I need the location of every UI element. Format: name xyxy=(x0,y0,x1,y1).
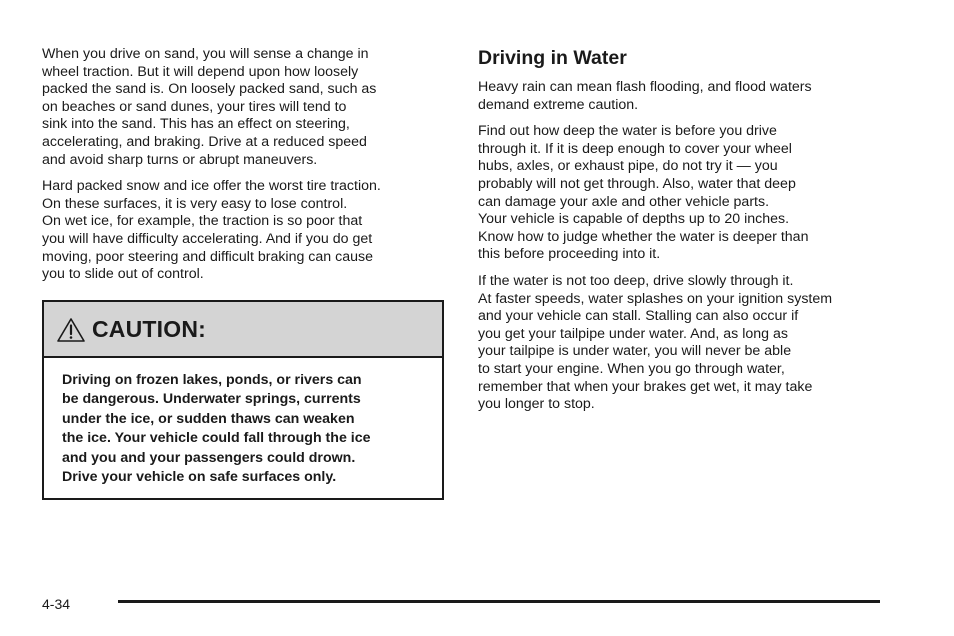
paragraph-line: Know how to judge whether the water is deeper than xyxy=(478,228,809,245)
flooding-paragraph xyxy=(478,79,898,114)
page-number: 4-34 xyxy=(42,596,71,612)
paragraph-line: can damage your axle and other vehicle parts. xyxy=(478,193,770,210)
paragraph-line: this before proceeding into it. xyxy=(478,246,661,263)
caution-title: CAUTION: xyxy=(92,315,207,342)
paragraph-line: When you drive on sand, you will sense a change in xyxy=(42,46,369,62)
warning-triangle-icon xyxy=(56,317,86,343)
sand-driving-paragraph xyxy=(42,46,442,169)
paragraph-line: moving, poor steering and difficult braking can cause xyxy=(42,248,373,265)
paragraph-line: on beaches or sand dunes, your tires will tend to xyxy=(42,98,347,115)
paragraph-line: Hard packed snow and ice offer the worst tire traction. xyxy=(42,178,381,195)
paragraph-line: On these surfaces, it is very easy to lose control. xyxy=(42,195,348,212)
paragraph-line: Heavy rain can mean flash flooding, and flood waters xyxy=(478,79,812,95)
paragraph-line: At faster speeds, water splashes on your ignition system xyxy=(478,290,833,307)
caution-box xyxy=(42,300,444,500)
section-heading: Driving in Water xyxy=(478,47,627,69)
caution-line: Drive your vehicle on safe surfaces only. xyxy=(62,469,337,486)
caution-text xyxy=(44,358,442,487)
paragraph-line: accelerating, and braking. Drive at a reduced speed xyxy=(42,133,367,150)
paragraph-line: remember that when your brakes get wet, it may take xyxy=(478,378,813,395)
paragraph-line: demand extreme caution. xyxy=(478,96,639,113)
caution-line: and you and your passengers could drown. xyxy=(62,449,356,466)
paragraph-line: wheel traction. But it will depend upon how loosely xyxy=(42,63,359,80)
paragraph-line: to start your engine. When you go through water, xyxy=(478,360,785,377)
water-depth-paragraph xyxy=(478,123,898,264)
snow-ice-paragraph xyxy=(42,178,442,284)
right-column xyxy=(478,46,898,423)
caution-line: be dangerous. Underwater springs, currents xyxy=(62,391,361,408)
paragraph-line: you longer to stop. xyxy=(478,396,595,413)
caution-line: under the ice, or sudden thaws can weaken xyxy=(62,410,355,427)
paragraph-line: your tailpipe is under water, you will never be able xyxy=(478,343,792,360)
paragraph-line: you to slide out of control. xyxy=(42,266,204,283)
caution-header xyxy=(44,302,442,358)
left-column xyxy=(42,46,442,293)
caution-line: the ice. Your vehicle could fall through the ice xyxy=(62,430,371,447)
paragraph-line: Your vehicle is capable of depths up to 20 inches. xyxy=(478,211,790,228)
drive-slowly-paragraph xyxy=(478,273,898,414)
footer-rule xyxy=(118,600,880,603)
paragraph-line: you will have difficulty accelerating. And if you do get xyxy=(42,230,373,247)
paragraph-line: On wet ice, for example, the traction is so poor that xyxy=(42,213,363,230)
caution-line: Driving on frozen lakes, ponds, or rivers can xyxy=(62,372,362,388)
paragraph-line: probably will not get through. Also, water that deep xyxy=(478,175,796,192)
paragraph-line: hubs, axles, or exhaust pipe, do not try it — you xyxy=(478,158,778,175)
paragraph-line: through it. If it is deep enough to cover your wheel xyxy=(478,140,792,157)
paragraph-line: Find out how deep the water is before you drive xyxy=(478,123,777,140)
paragraph-line: and your vehicle can stall. Stalling can also occur if xyxy=(478,308,799,325)
paragraph-line: packed the sand is. On loosely packed sand, such as xyxy=(42,81,377,98)
paragraph-line: and avoid sharp turns or abrupt maneuvers. xyxy=(42,151,318,168)
paragraph-line: sink into the sand. This has an effect on steering, xyxy=(42,116,350,133)
paragraph-line: If the water is not too deep, drive slowly through it. xyxy=(478,272,794,289)
paragraph-line: you get your tailpipe under water. And, as long as xyxy=(478,325,788,342)
